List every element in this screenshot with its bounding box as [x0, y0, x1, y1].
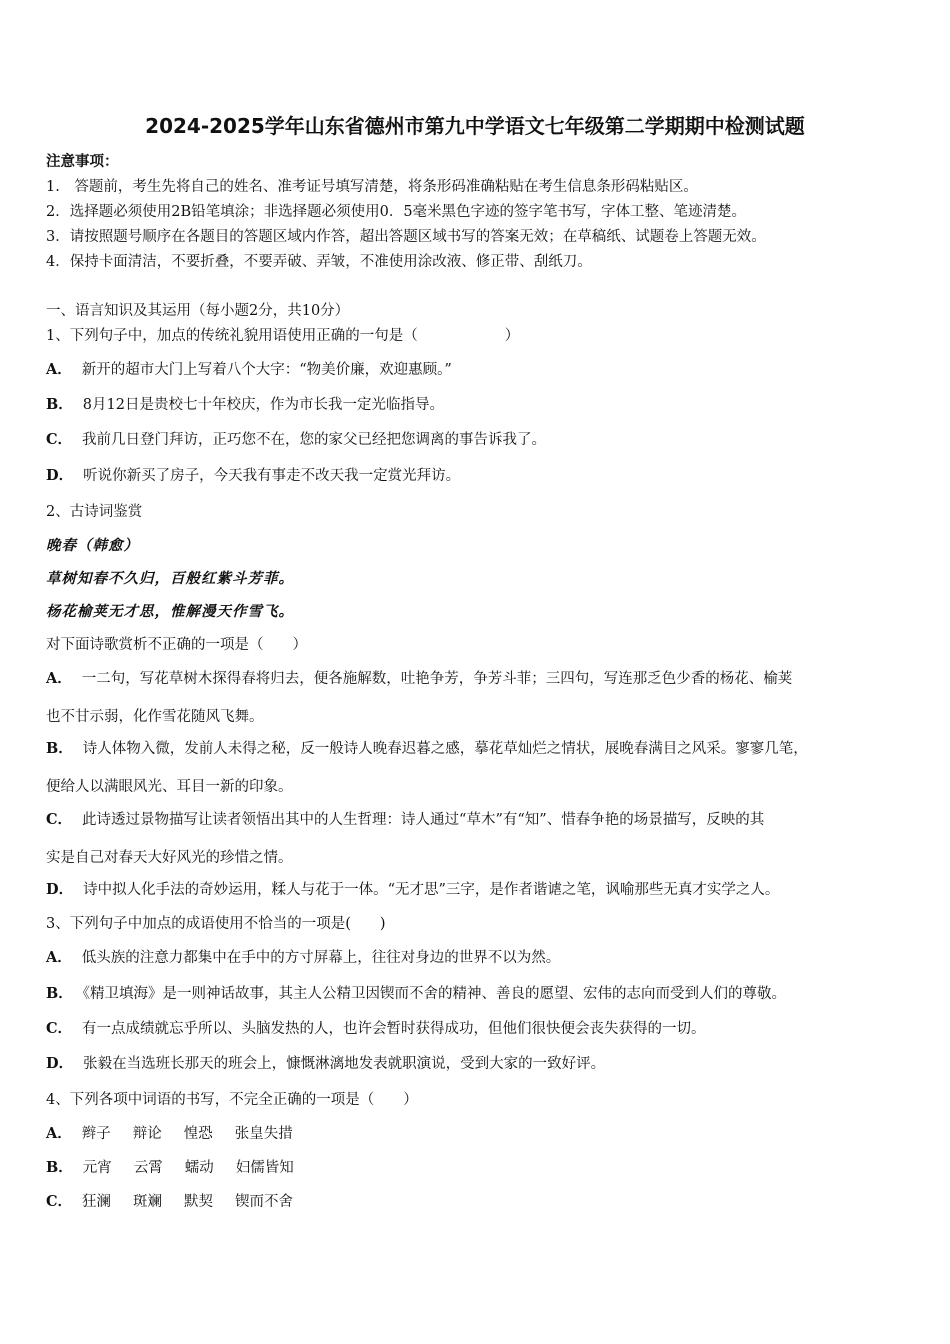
option-d	[46, 1054, 605, 1074]
option-label: C．	[46, 431, 73, 448]
option-label: C．	[46, 811, 73, 828]
notice-item: 2．选择题必须使用2B铅笔填涂；非选择题必须使用0．5毫米黑色字迹的签字笔书写，字体工整、笔迹清楚。	[46, 204, 747, 220]
option-text: 听说你新买了房子，今天我有事走不改天我一定赏光拜访。	[83, 468, 461, 484]
notice-heading: 注意事项：	[46, 153, 119, 170]
option-label: D．	[46, 467, 74, 484]
option-c	[46, 1192, 293, 1212]
option-text: 诗中拟人化手法的奇妙运用，糅人与花于一体。“无才思”三字，是作者谐谑之笔，讽喻那些无真才实学之人。	[83, 882, 780, 898]
option-b	[46, 395, 444, 415]
poem-line: 草树知春不久归，百般红紫斗芳菲。	[46, 570, 294, 587]
option-b	[46, 1158, 294, 1178]
option-a	[46, 948, 560, 968]
option-text-continued: 也不甘示弱，化作雪花随风飞舞。	[46, 709, 264, 725]
option-text-continued: 便给人以满眼风光、耳目一新的印象。	[46, 779, 293, 795]
option-label: B．	[46, 985, 73, 1002]
word: 张皇失措	[234, 1126, 293, 1142]
option-text: 诗人体物入微，发前人未得之秘，反一般诗人晚春迟暮之感，摹花草灿烂之情状，展晚春满目之风采。寥寥几笔，	[82, 741, 808, 757]
option-text: 此诗透过景物描写让读者领悟出其中的人生哲理：诗人通过“草木”有“知”、惜春争艳的场景描写，反映的其	[82, 812, 765, 828]
option-label: B．	[46, 396, 73, 413]
section-heading: 一、语言知识及其运用（每小题2分，共10分）	[46, 303, 350, 319]
notice-item: 3．请按照题号顺序在各题目的答题区域内作答，超出答题区域书写的答案无效；在草稿纸、试题卷上答题无效。	[46, 229, 766, 245]
option-label: C．	[46, 1020, 73, 1037]
option-label: C．	[46, 1193, 73, 1210]
option-text: 新开的超市大门上写着八个大字：“物美价廉，欢迎惠顾。”	[81, 362, 452, 378]
option-c	[46, 430, 546, 450]
option-a	[46, 1124, 293, 1144]
poem-title: 晚春（韩愈）	[46, 537, 139, 554]
word: 锲而不舍	[235, 1194, 294, 1210]
option-d	[46, 880, 906, 900]
word: 蠕动	[184, 1160, 214, 1176]
option-text: 一二句，写花草树木探得春将归去，便各施解数，吐艳争芳，争芳斗菲；三四句，写连那乏色少香的杨花、榆荚	[81, 671, 793, 687]
option-label: B．	[46, 740, 73, 757]
option-label: B．	[46, 1159, 73, 1176]
word: 狂澜	[82, 1194, 112, 1210]
option-label: D．	[46, 1055, 74, 1072]
option-text: 有一点成绩就忘乎所以、头脑发热的人，也许会暂时获得成功，但他们很快便会丧失获得的一切。	[82, 1021, 706, 1037]
option-text: 8月12日是贵校七十年校庆，作为市长我一定光临指导。	[82, 397, 444, 413]
word: 元宵	[82, 1160, 112, 1176]
word: 默契	[184, 1194, 214, 1210]
word: 惶恐	[183, 1126, 213, 1142]
question-stem: 4、下列各项中词语的书写，不完全正确的一项是（ ）	[46, 1092, 418, 1108]
option-label: A．	[46, 1125, 72, 1142]
question-stem: 2、古诗词鉴赏	[46, 504, 143, 520]
question-stem: 3、下列句子中加点的成语使用不恰当的一项是( )	[46, 916, 386, 932]
option-d	[46, 466, 460, 486]
option-label: A．	[46, 670, 72, 687]
question-prompt: 对下面诗歌赏析不正确的一项是（ ）	[46, 637, 307, 653]
option-text: 低头族的注意力都集中在手中的方寸屏幕上，往往对身边的世界不以为然。	[81, 950, 561, 966]
exam-title: 2024-2025学年山东省德州市第九中学语文七年级第二学期期中检测试题	[145, 114, 805, 138]
notice-item: 4．保持卡面清洁，不要折叠，不要弄破、弄皱，不准使用涂改液、修正带、刮纸刀。	[46, 254, 592, 270]
option-text: 张毅在当选班长那天的班会上，慷慨淋漓地发表就职演说，受到大家的一致好评。	[83, 1056, 606, 1072]
poem-line: 杨花榆荚无才思，惟解漫天作雪飞。	[46, 603, 294, 620]
question-stem: 1、下列句子中，加点的传统礼貌用语使用正确的一句是（ ）	[46, 328, 520, 344]
option-a	[46, 669, 906, 689]
option-c	[46, 1019, 706, 1039]
notice-item: 1. 答题前，考生先将自己的姓名、准考证号填写清楚，将条形码准确粘贴在考生信息条形码粘贴区。	[46, 179, 698, 195]
option-label: A．	[46, 949, 72, 966]
option-c	[46, 810, 906, 830]
option-text-continued: 实是自己对春天大好风光的珍惜之情。	[46, 850, 293, 866]
option-label: D．	[46, 881, 74, 898]
word: 斑斓	[133, 1194, 163, 1210]
option-b	[46, 984, 786, 1004]
word: 妇儒皆知	[235, 1160, 294, 1176]
option-text: 我前几日登门拜访，正巧您不在，您的家父已经把您调离的事告诉我了。	[82, 432, 547, 448]
option-a	[46, 360, 452, 380]
word: 辩论	[132, 1126, 162, 1142]
option-b	[46, 739, 906, 759]
option-text: 《精卫填海》是一则神话故事，其主人公精卫因锲而不舍的精神、善良的愿望、宏伟的志向而受到人们的尊敬。	[82, 986, 787, 1002]
word: 云霄	[133, 1160, 163, 1176]
option-label: A．	[46, 361, 72, 378]
word: 辫子	[81, 1126, 111, 1142]
